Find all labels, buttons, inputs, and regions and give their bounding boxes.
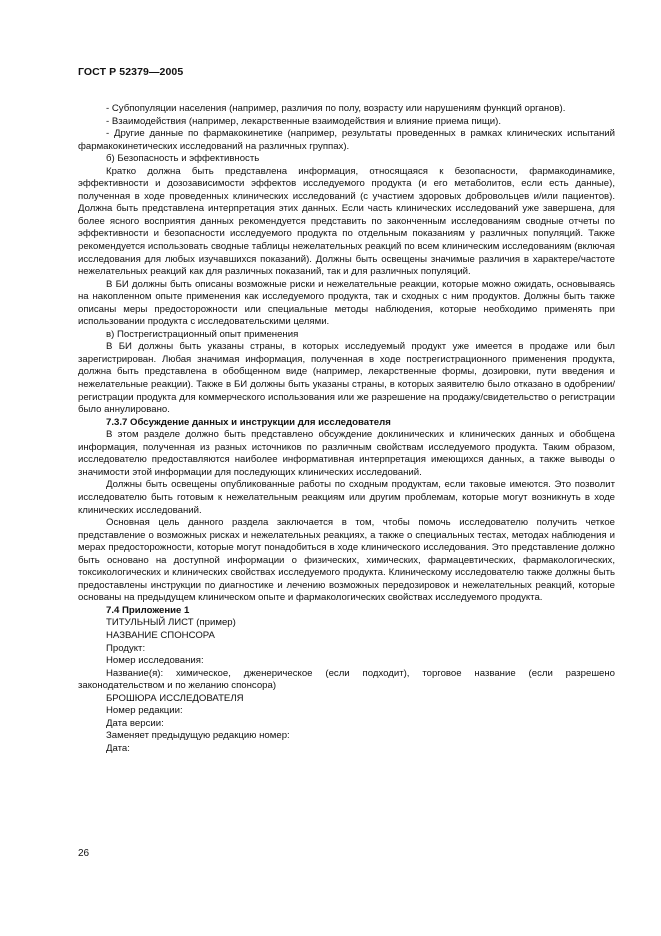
paragraph: Номер исследования: (106, 655, 204, 667)
section-heading: 7.4 Приложение 1 (106, 604, 190, 616)
section-heading: 7.3.7 Обсуждение данных и инструкции для исследователя (106, 416, 391, 428)
paragraph: В БИ должны быть указаны страны, в которых исследуемый продукт уже имеется в продаже или был зарегистрирован. Любая значимая информация, полученная в ходе пострегистрационного применения продукта, должна быть представлена в обобщенном виде (например, лекарственные формы, дозировки, пути введения и нежелательные реакции). Также в БИ должны быть указаны страны, в которых заявителю было отказано в одобрении/регистрации продукта для коммерческого использования или же разрешение на продажу/свидетельство о регистрации было аннулировано. (78, 341, 615, 416)
paragraph: ТИТУЛЬНЫЙ ЛИСТ (пример) (106, 617, 236, 629)
paragraph: Номер редакции: (106, 705, 183, 717)
document-header: ГОСТ Р 52379—2005 (78, 66, 184, 78)
paragraph: Дата: (106, 742, 130, 754)
paragraph: Заменяет предыдущую редакцию номер: (106, 730, 290, 742)
paragraph: Продукт: (106, 642, 146, 654)
paragraph: Название(я): химическое, дженерическое (если подходит), торговое название (если разрешено законодательством и по желанию спонсора) (78, 667, 615, 692)
paragraph: БРОШЮРА ИССЛЕДОВАТЕЛЯ (106, 692, 244, 704)
paragraph: - Другие данные по фармакокинетике (например, результаты проведенных в рамках клинических испытаний фармакокинетических исследований на различных группах). (78, 128, 615, 152)
paragraph: в) Пострегистрационный опыт применения (106, 328, 299, 340)
paragraph: - Взаимодействия (например, лекарственные взаимодействия и влияние приема пищи). (106, 115, 502, 127)
paragraph: Дата версии: (106, 717, 164, 729)
paragraph: В БИ должны быть описаны возможные риски и нежелательные реакции, которые можно ожидать, основываясь на накопленном опыте применения как исследуемого продукта, так и сходных с ним продуктов. Должны быть также описаны меры предосторожности или специальные методы наблюдения, которые необходимо применять при использовании продукта с исследовательскими целями. (78, 278, 615, 328)
paragraph: Должны быть освещены опубликованные работы по сходным продуктам, если таковые имеются. Это позволит исследователю быть готовым к нежелательным реакциям или другим проблемам, которые могут возникнуть в ходе клинических исследований. (78, 479, 615, 516)
paragraph: б) Безопасность и эффективность (106, 153, 260, 165)
document-body (78, 103, 615, 755)
paragraph: НАЗВАНИЕ СПОНСОРА (106, 629, 215, 641)
paragraph: Кратко должна быть представлена информация, относящаяся к безопасности, фармакодинамике, эффективности и дозозависимости эффектов исследуемого продукта (и его метаболитов, если есть данные), полученная в ходе проведенных клинических исследований (с участием здоровых добровольцев и/или пациентов). Должна быть представлена интерпретация этих данных. Если часть клинических исследований уже завершена, для более ясного восприятия данных рекомендуется представить по законченным исследованиям сводные отчеты по эффективности и безопасности исследуемого продукта по отдельным показаниям у различных популяций. Также рекомендуется использовать сводные таблицы нежелательных реакций по всем клиническим исследованиям (включая исследования для любых изучавшихся показаний). Должны быть освещены значимые различия в характере/частоте нежелательных реакций как для различных показаний, так и для различных популяций. (78, 165, 615, 278)
paragraph: Основная цель данного раздела заключается в том, чтобы помочь исследователю получить четкое представление о возможных рисках и нежелательных реакциях, а также о специальных тестах, методах наблюдения и мерах предосторожности, которые могут понадобиться в ходе клинического исследования. Это представление должно быть основано на доступной информации о физических, химических, фармацевтических, фармакологических, токсикологических и клинических свойствах исследуемого продукта. Клиническому исследователю также должны быть предоставлены инструкции по диагностике и лечению возможных передозировок и нежелательных реакций, которые основаны на предыдущем клиническом опыте и фармакологических свойствах исследуемого продукта. (78, 517, 615, 604)
paragraph: - Субпопуляции населения (например, различия по полу, возрасту или нарушениям функций органов). (106, 103, 566, 114)
paragraph: В этом разделе должно быть представлено обсуждение доклинических и клинических данных и обобщена информация, полученная из разных источников по различным свойствам исследуемого продукта. Таким образом, исследователю предоставляются наиболее информативная интерпретация имеющихся данных, а также выводы о значимости этой информации для последующих клинических исследований. (78, 429, 615, 478)
page-number: 26 (78, 848, 90, 859)
